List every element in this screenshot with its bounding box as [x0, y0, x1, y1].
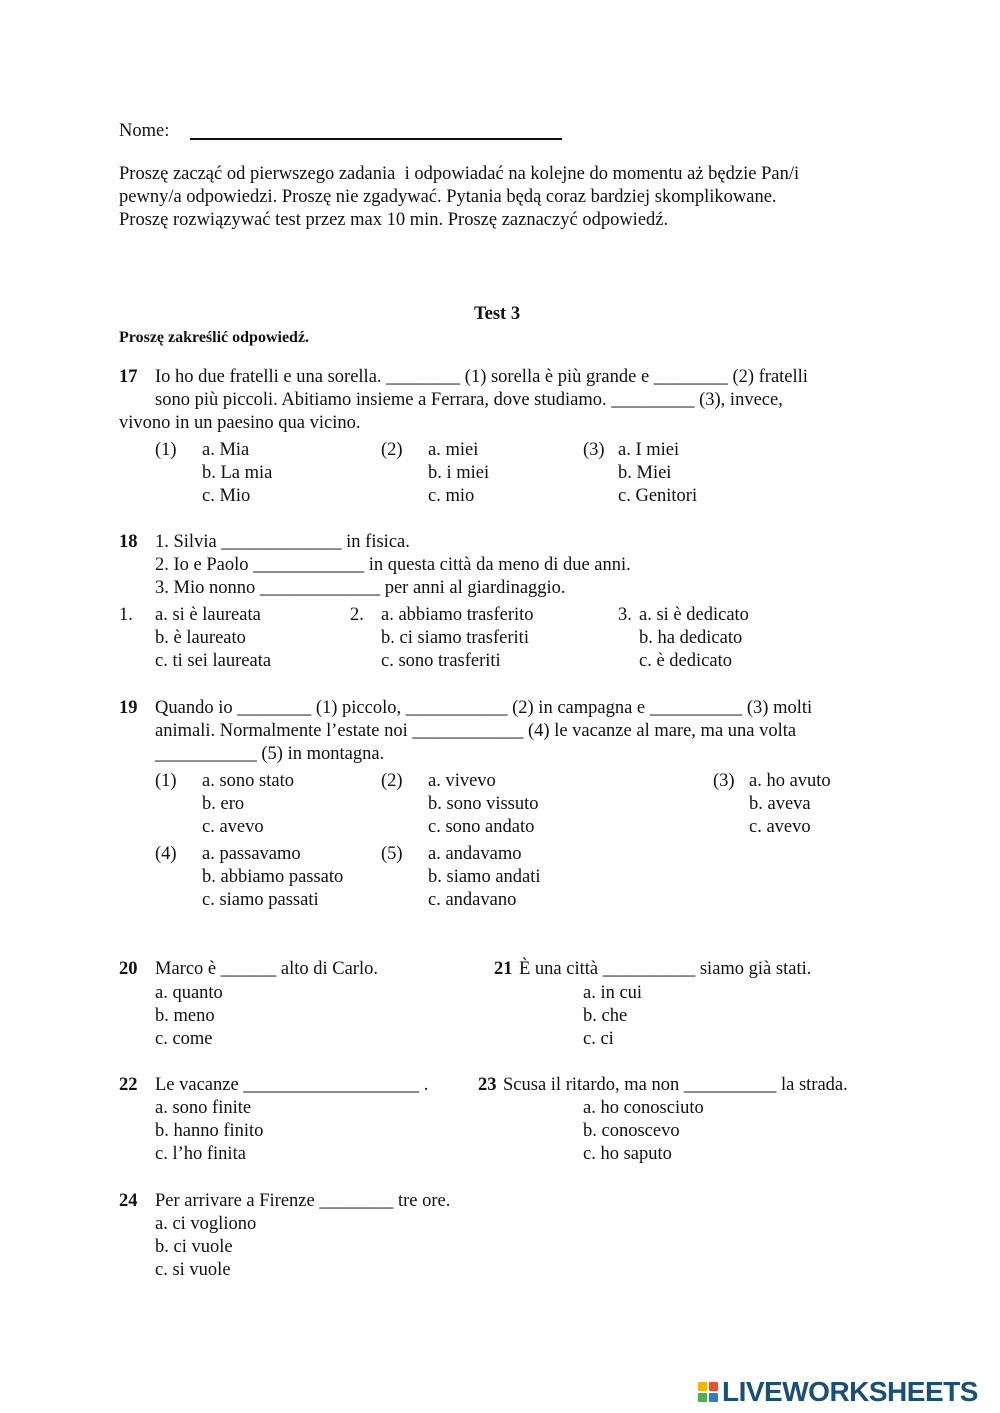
q18-g3-option-c[interactable]: c. è dedicato [639, 651, 732, 671]
q19-g4-option-c[interactable]: c. siamo passati [202, 890, 319, 910]
q19-g5-option-a[interactable]: a. andavamo [428, 844, 522, 864]
q17-line-1: Io ho due fratelli e una sorella. ________ (1) sorella è più grande e ________ (2) fratelli [155, 367, 808, 387]
q19-g4-option-b[interactable]: b. abbiamo passato [202, 867, 344, 887]
q21-option-c[interactable]: c. ci [583, 1029, 614, 1049]
intro-line-1: Proszę zacząć od pierwszego zadania i odpowiadać na kolejne do momentu aż będzie Pan/i [119, 164, 800, 184]
q22-option-a[interactable]: a. sono finite [155, 1098, 252, 1118]
intro-line-3: Proszę rozwiązywać test przez max 10 min. Proszę zaznaczyć odpowiedź. [119, 210, 669, 230]
q17-group-3-label: (3) [583, 440, 605, 460]
q19-g2-option-c[interactable]: c. sono andato [428, 817, 535, 837]
q23-option-b[interactable]: b. conoscevo [583, 1121, 680, 1141]
q19-g2-option-a[interactable]: a. vivevo [428, 771, 496, 791]
q19-line-1: Quando io ________ (1) piccolo, ___________ (2) in campagna e __________ (3) molti [155, 698, 813, 718]
q20-option-b[interactable]: b. meno [155, 1006, 215, 1026]
q22-option-c[interactable]: c. l’ho finita [155, 1144, 246, 1164]
q18-g1-option-a[interactable]: a. si è laureata [155, 605, 261, 625]
liveworksheets-logo [698, 1378, 978, 1406]
q19-g1-option-a[interactable]: a. sono stato [202, 771, 294, 791]
q18-g1-option-b[interactable]: b. è laureato [155, 628, 246, 648]
q18-group-2-label: 2. [350, 605, 364, 625]
logo-squares-icon [698, 1382, 718, 1402]
q23-text: Scusa il ritardo, ma non __________ la strada. [503, 1075, 848, 1095]
q17-g2-option-c[interactable]: c. mio [428, 486, 475, 506]
q18-line-3: 3. Mio nonno _____________ per anni al giardinaggio. [155, 578, 566, 598]
q19-g3-option-a[interactable]: a. ho avuto [749, 771, 831, 791]
q18-number: 18 [119, 532, 138, 552]
q18-group-3-label: 3. [618, 605, 632, 625]
q19-g5-option-b[interactable]: b. siamo andati [428, 867, 541, 887]
q18-line-2: 2. Io e Paolo ____________ in questa città da meno di due anni. [155, 555, 631, 575]
q17-g3-option-c[interactable]: c. Genitori [618, 486, 698, 506]
q19-g3-option-c[interactable]: c. avevo [749, 817, 811, 837]
q19-g4-option-a[interactable]: a. passavamo [202, 844, 301, 864]
test-title: Test 3 [474, 304, 521, 324]
q18-line-1: 1. Silvia _____________ in fisica. [155, 532, 410, 552]
q20-text: Marco è ______ alto di Carlo. [155, 959, 378, 979]
q17-group-1-label: (1) [155, 440, 177, 460]
q24-option-a[interactable]: a. ci vogliono [155, 1214, 257, 1234]
q18-g3-option-a[interactable]: a. si è dedicato [639, 605, 749, 625]
q19-g2-option-b[interactable]: b. sono vissuto [428, 794, 539, 814]
q18-g2-option-b[interactable]: b. ci siamo trasferiti [381, 628, 529, 648]
q19-line-3: ___________ (5) in montagna. [155, 744, 385, 764]
q24-text: Per arrivare a Firenze ________ tre ore. [155, 1191, 451, 1211]
q19-number: 19 [119, 698, 138, 718]
q21-text: È una città __________ siamo già stati. [519, 959, 812, 979]
q24-number: 24 [119, 1191, 138, 1211]
q17-number: 17 [119, 367, 138, 387]
q17-g3-option-a[interactable]: a. I miei [618, 440, 680, 460]
q19-g1-option-b[interactable]: b. ero [202, 794, 245, 814]
q19-group-5-label: (5) [381, 844, 403, 864]
q23-number: 23 [478, 1075, 497, 1095]
q17-g1-option-a[interactable]: a. Mia [202, 440, 250, 460]
q17-line-3: vivono in un paesino qua vicino. [119, 413, 361, 433]
q24-option-c[interactable]: c. si vuole [155, 1260, 231, 1280]
q18-g1-option-c[interactable]: c. ti sei laureata [155, 651, 272, 671]
q20-option-c[interactable]: c. come [155, 1029, 213, 1049]
logo-text: LIVEWORKSHEETS [722, 1376, 978, 1407]
q23-option-a[interactable]: a. ho conosciuto [583, 1098, 704, 1118]
q17-group-2-label: (2) [381, 440, 403, 460]
q21-number: 21 [494, 959, 513, 979]
q21-option-a[interactable]: a. in cui [583, 983, 643, 1003]
name-blank-line[interactable] [190, 138, 562, 140]
q19-group-1-label: (1) [155, 771, 177, 791]
q19-group-2-label: (2) [381, 771, 403, 791]
intro-line-2: pewny/a odpowiedzi. Proszę nie zgadywać. Pytania będą coraz bardziej skomplikowane. [119, 187, 777, 207]
q17-line-2: sono più piccoli. Abitiamo insieme a Ferrara, dove studiamo. _________ (3), invece, [155, 390, 783, 410]
q19-g5-option-c[interactable]: c. andavano [428, 890, 517, 910]
q18-g2-option-a[interactable]: a. abbiamo trasferito [381, 605, 534, 625]
q22-option-b[interactable]: b. hanno finito [155, 1121, 264, 1141]
q18-group-1-label: 1. [119, 605, 133, 625]
q22-text: Le vacanze ___________________ . [155, 1075, 429, 1095]
q19-group-3-label: (3) [713, 771, 735, 791]
q19-line-2: animali. Normalmente l’estate noi ____________ (4) le vacanze al mare, ma una volta [155, 721, 797, 741]
q19-group-4-label: (4) [155, 844, 177, 864]
q20-option-a[interactable]: a. quanto [155, 983, 223, 1003]
instruction: Proszę zakreślić odpowiedź. [119, 329, 310, 346]
q17-g2-option-b[interactable]: b. i miei [428, 463, 490, 483]
name-label: Nome: [119, 121, 170, 141]
q20-number: 20 [119, 959, 138, 979]
q18-g3-option-b[interactable]: b. ha dedicato [639, 628, 743, 648]
q18-g2-option-c[interactable]: c. sono trasferiti [381, 651, 501, 671]
q19-g3-option-b[interactable]: b. aveva [749, 794, 811, 814]
q23-option-c[interactable]: c. ho saputo [583, 1144, 672, 1164]
q17-g1-option-c[interactable]: c. Mio [202, 486, 251, 506]
q21-option-b[interactable]: b. che [583, 1006, 628, 1026]
q24-option-b[interactable]: b. ci vuole [155, 1237, 233, 1257]
q17-g2-option-a[interactable]: a. miei [428, 440, 479, 460]
q17-g3-option-b[interactable]: b. Miei [618, 463, 672, 483]
q19-g1-option-c[interactable]: c. avevo [202, 817, 264, 837]
q17-g1-option-b[interactable]: b. La mia [202, 463, 273, 483]
q22-number: 22 [119, 1075, 138, 1095]
